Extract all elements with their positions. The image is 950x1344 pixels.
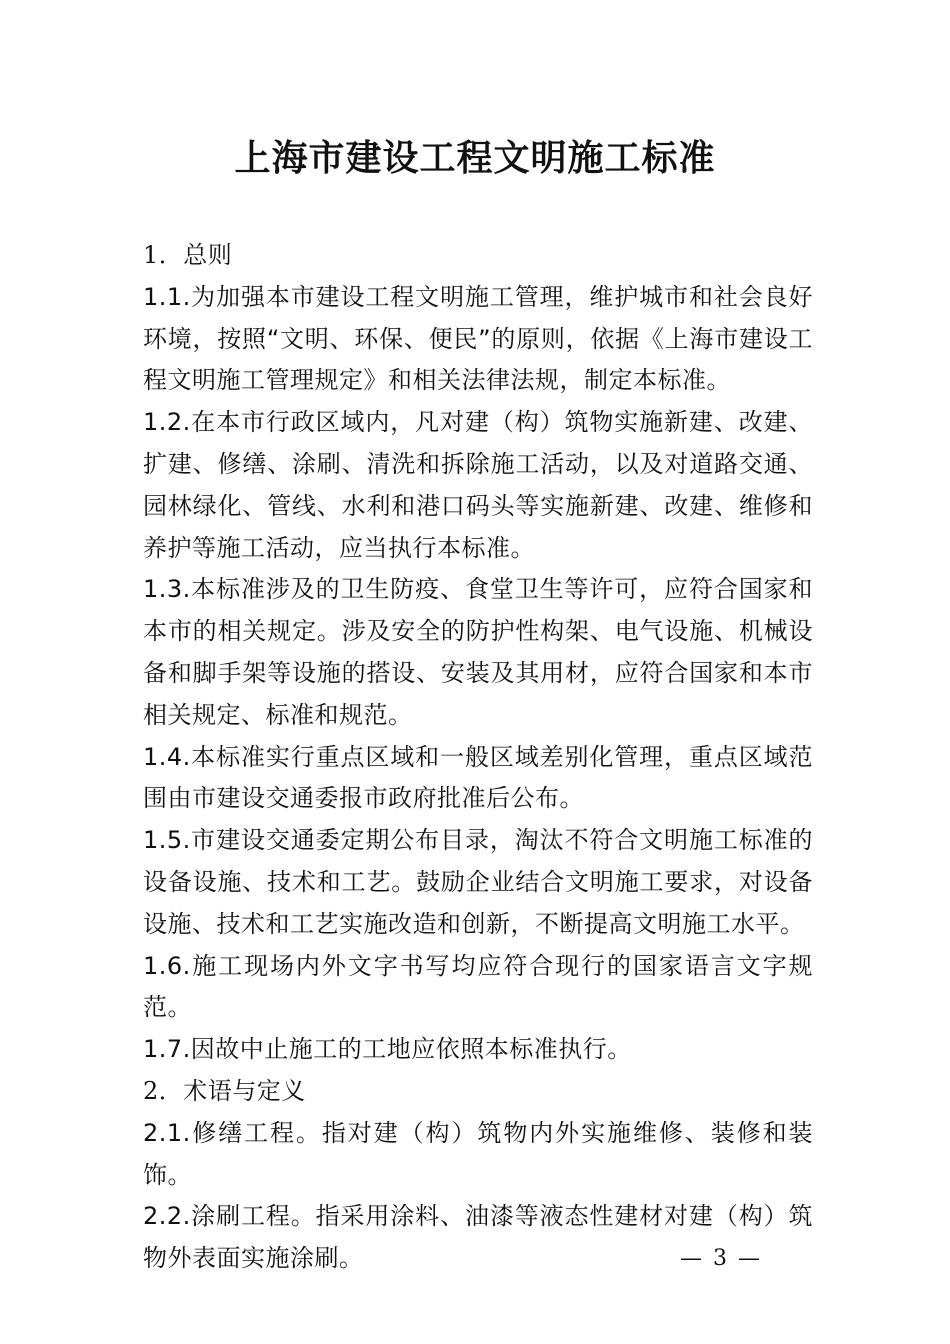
document-title: 上海市建设工程文明施工标准 bbox=[234, 137, 716, 179]
clause-paragraph: 1.4.本标准实行重点区域和一般区域差别化管理，重点区域范围由市建设交通委报市政府批准后公布。 bbox=[143, 742, 813, 813]
page-number: — 3 — bbox=[680, 1246, 762, 1271]
clause-paragraph: 1.3.本标准涉及的卫生防疫、食堂卫生等许可，应符合国家和本市的相关规定。涉及安全的防护性构架、电气设施、机械设备和脚手架等设施的搭设、安装及其用材，应符合国家和本市相关规定、标准和规范。 bbox=[143, 575, 813, 729]
section-heading: 1．总则 bbox=[143, 241, 233, 269]
clause-paragraph: 1.6.施工现场内外文字书写均应符合现行的国家语言文字规范。 bbox=[143, 951, 813, 1022]
clause-paragraph: 2.1.修缮工程。指对建（构）筑物内外实施维修、装修和装饰。 bbox=[143, 1118, 813, 1189]
clause-paragraph: 1.5.市建设交通委定期公布目录，淘汰不符合文明施工标准的设备设施、技术和工艺。鼓励企业结合文明施工要求，对设备设施、技术和工艺实施改造和创新，不断提高文明施工水平。 bbox=[143, 826, 813, 938]
clause-paragraph: 1.7.因故中止施工的工地应依照本标准执行。 bbox=[143, 1035, 632, 1064]
section-heading: 2．术语与定义 bbox=[143, 1076, 306, 1105]
clause-paragraph: 1.1.为加强本市建设工程文明施工管理，维护城市和社会良好环境，按照“文明、环保、便民”的原则，依据《上海市建设工程文明施工管理规定》和相关法律法规，制定本标准。 bbox=[143, 282, 813, 395]
document-body bbox=[143, 235, 813, 1280]
clause-paragraph: 2.2.涂刷工程。指采用涂料、油漆等液态性建材对建（构）筑物外表面实施涂刷。 bbox=[143, 1202, 813, 1273]
clause-paragraph: 1.2.在本市行政区域内，凡对建（构）筑物实施新建、改建、扩建、修缮、涂刷、清洗和拆除施工活动，以及对道路交通、园林绿化、管线、水利和港口码头等实施新建、改建、维修和养护等施工活动，应当执行本标准。 bbox=[143, 408, 813, 562]
